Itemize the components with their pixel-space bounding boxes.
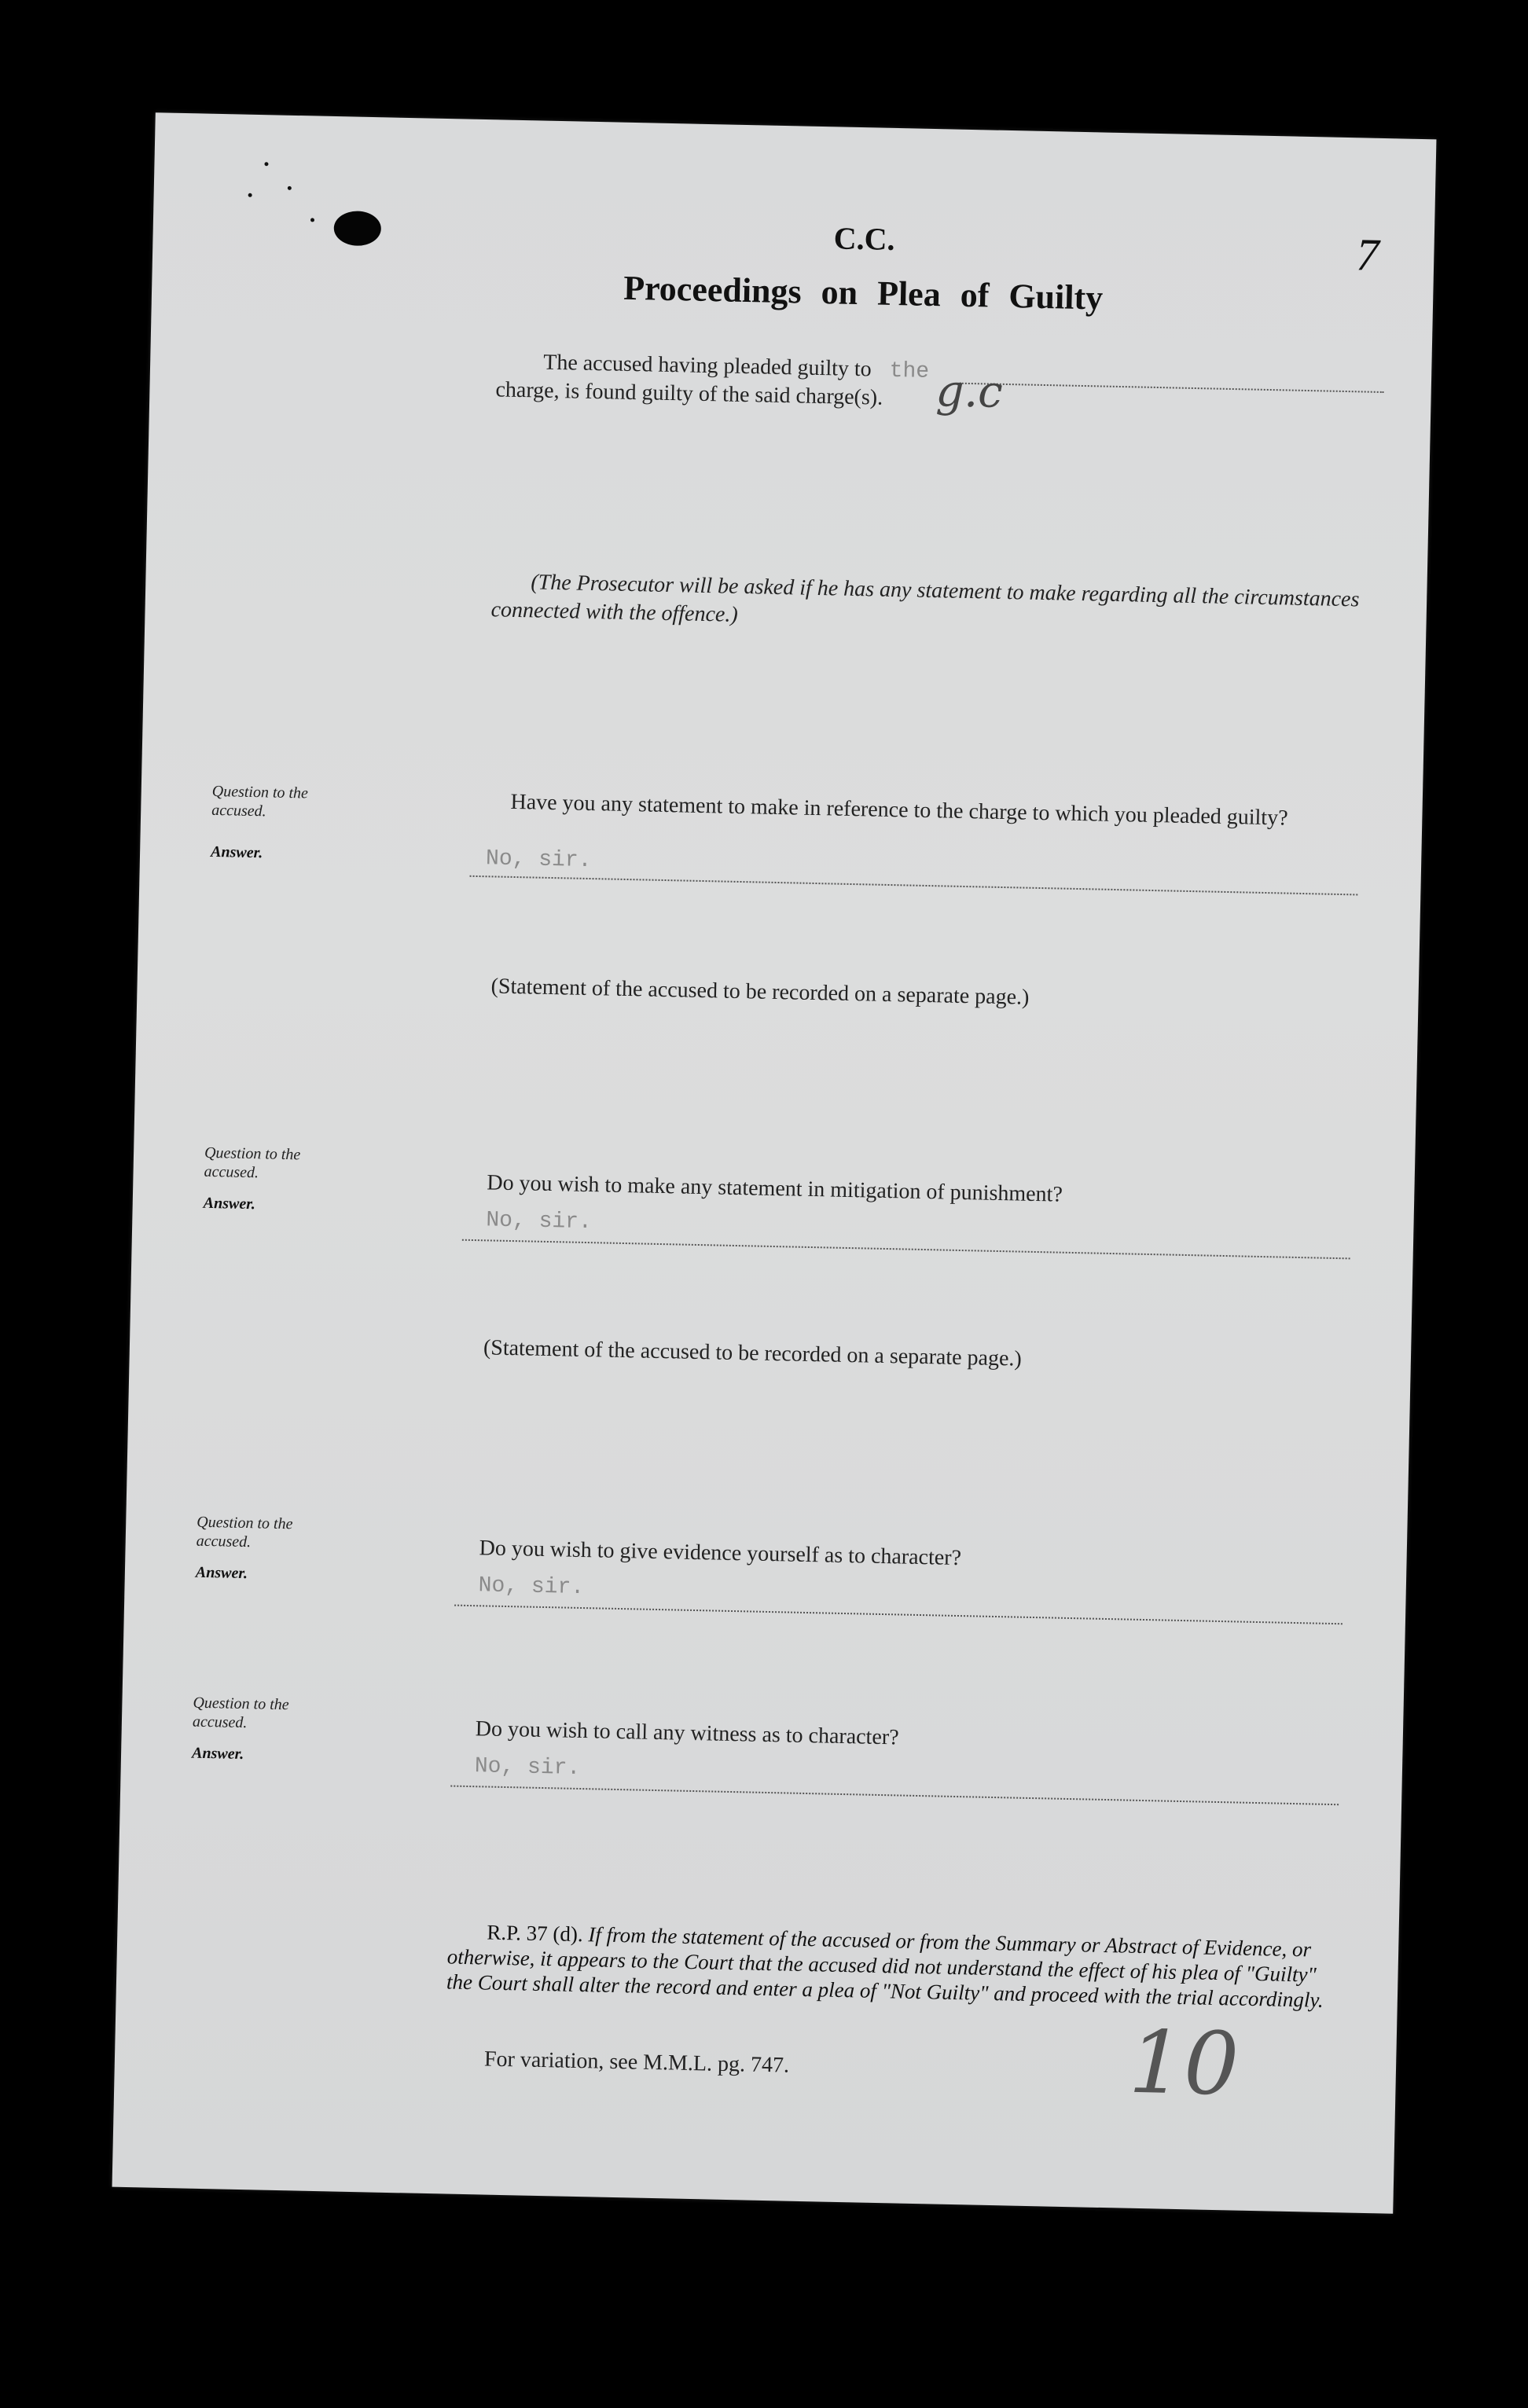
answer-line: [470, 875, 1358, 896]
answer-label: Answer.: [191, 1744, 244, 1764]
finding-charge-filled: the: [889, 358, 930, 384]
ink-speck: [248, 193, 252, 197]
answer-text: No, sir.: [478, 1573, 585, 1601]
question-label: Question to the accused.: [196, 1513, 293, 1551]
answer-line: [450, 1786, 1339, 1806]
ink-speck: [264, 162, 268, 166]
question-text: Do you wish to call any witness as to character?: [475, 1716, 899, 1750]
ink-speck: [288, 186, 292, 190]
answer-text: No, sir.: [486, 1208, 593, 1235]
form-page: [112, 112, 1437, 2214]
page-number: 7: [1355, 229, 1380, 281]
answer-text: No, sir.: [474, 1754, 581, 1781]
separate-page-note: (Statement of the accused to be recorded on a separate page.): [483, 1335, 1023, 1371]
finding-line1: The accused having pleaded guilty to: [542, 350, 872, 382]
question-label: Question to the accused.: [192, 1694, 289, 1732]
variation-note: For variation, see M.M.L. pg. 747.: [483, 2046, 790, 2078]
separate-page-note: (Statement of the accused to be recorded on a separate page.): [490, 974, 1030, 1010]
handwritten-initials: g.c: [935, 365, 1004, 418]
finding-line2: charge, is found guilty of the said charge(s).: [495, 377, 883, 410]
question-text: Have you any statement to make in reference to the charge to which you pleaded guilty?: [510, 789, 1288, 831]
answer-label: Answer.: [203, 1194, 256, 1213]
answer-label: Answer.: [210, 842, 263, 862]
rule-reference: R.P. 37 (d).: [487, 1920, 583, 1947]
answer-label: Answer.: [195, 1563, 248, 1583]
question-label: Question to the accused.: [211, 782, 309, 820]
rule-text: If from the statement of the accused or from the Summary or Abstract of Evidence, or otherwise, it appears to the Court that the accused did not understand the effect of his plea of "Guilty" the Court shall alter the record and enter a plea of "Not Guilty" and proceed with the trial accordingly.: [446, 1922, 1324, 2012]
answer-text: No, sir.: [485, 846, 592, 874]
form-title: Proceedings on Plea of Guilty: [623, 268, 1104, 318]
prosecutor-note: (The Prosecutor will be asked if he has any statement to make regarding all the circumstances connected with the offence.): [490, 570, 1360, 627]
form-header: C.C.: [833, 220, 896, 257]
answer-line: [462, 1239, 1350, 1260]
question-text: Do you wish to make any statement in mitigation of punishment?: [487, 1170, 1063, 1207]
handwritten-folio: 10: [1127, 2011, 1240, 2115]
answer-line: [454, 1605, 1343, 1625]
question-label: Question to the accused.: [204, 1143, 301, 1182]
question-text: Do you wish to give evidence yourself as to character?: [479, 1536, 962, 1571]
rule-paragraph: [446, 1919, 1344, 2013]
finding-block: [495, 347, 1384, 423]
